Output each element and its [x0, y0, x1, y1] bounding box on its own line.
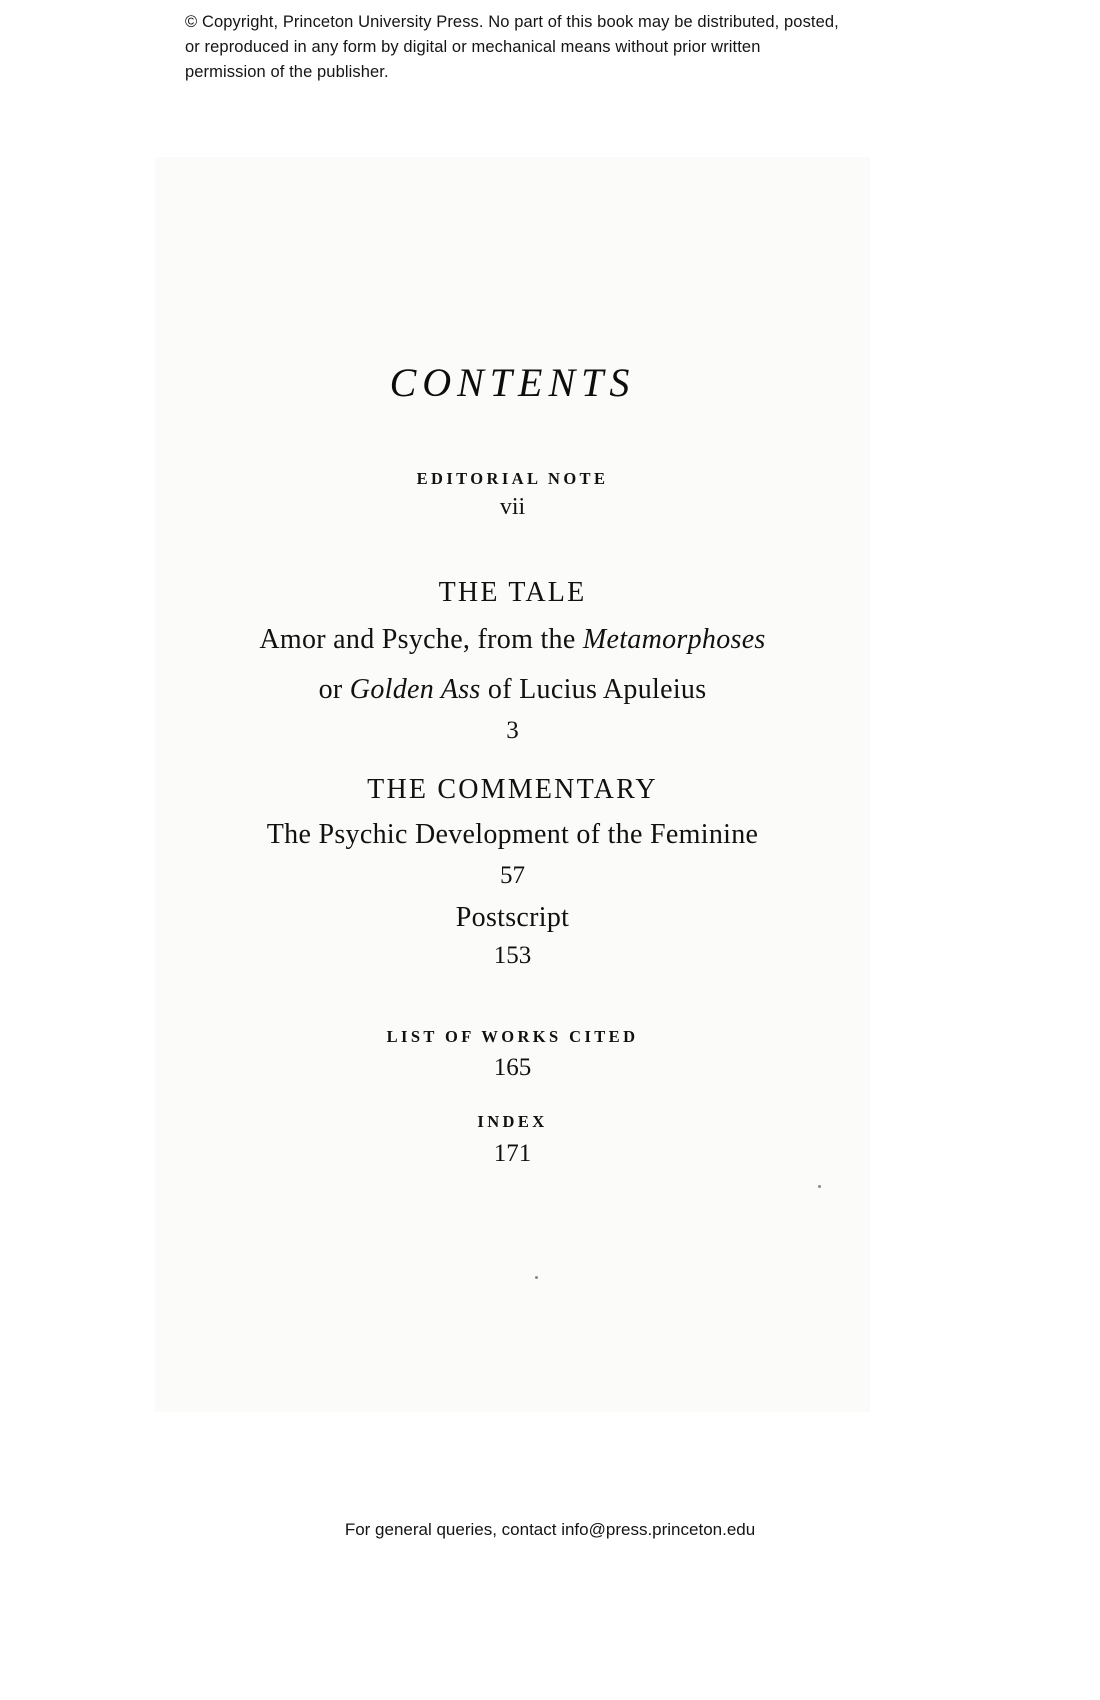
footer-contact-text: For general queries, contact info@press.princeton.edu	[344, 1520, 756, 1539]
entry-the-tale-heading: THE TALE	[438, 577, 587, 608]
entry-the-tale-line2-pre: or	[318, 674, 350, 705]
entry-the-tale-line2	[155, 674, 870, 706]
page-title: CONTENTS	[389, 360, 636, 405]
entry-the-tale-line1-italic: Metamorphoses	[582, 624, 766, 655]
entry-the-commentary-line1: The Psychic Development of the Feminine	[266, 819, 759, 850]
entry-index-page: 171	[493, 1140, 532, 1167]
entry-the-commentary-page: 57	[500, 862, 525, 889]
entry-index-label: INDEX	[477, 1112, 548, 1131]
scan-speck-icon	[818, 1185, 821, 1188]
entry-editorial-note-page: vii	[499, 494, 526, 520]
entry-list-of-works-cited-page: 165	[493, 1054, 532, 1081]
entry-postscript-page: 153	[493, 942, 532, 969]
copyright-notice: © Copyright, Princeton University Press. No part of this book may be distributed, posted, or reproduced in any form by digital or mechanical means without prior written permission of the publisher.	[185, 13, 839, 82]
entry-the-tale-line1-text: Amor and Psyche, from the	[259, 624, 583, 655]
entry-list-of-works-cited-label: LIST OF WORKS CITED	[386, 1027, 639, 1046]
scan-speck-icon	[535, 1276, 538, 1279]
entry-the-tale-line1	[155, 624, 870, 656]
entry-postscript-label: Postscript	[455, 902, 570, 933]
entry-editorial-note-label: EDITORIAL NOTE	[416, 469, 609, 488]
entry-the-tale-line2-italic: Golden Ass	[349, 674, 481, 705]
entry-the-tale-line2-post: of Lucius Apuleius	[480, 674, 707, 705]
scanned-page	[155, 157, 870, 1412]
entry-the-tale-page: 3	[506, 717, 519, 744]
entry-the-commentary-heading: THE COMMENTARY	[367, 774, 658, 805]
